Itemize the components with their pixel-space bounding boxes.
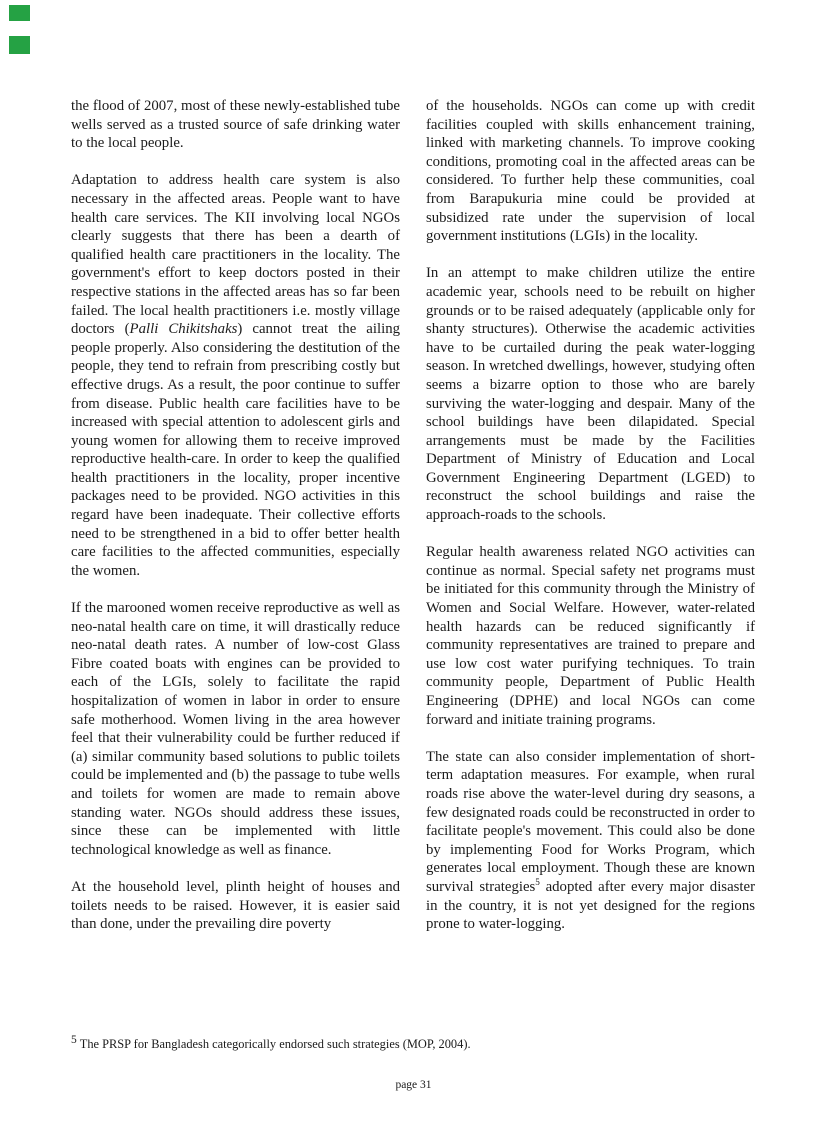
paragraph-text: Adaptation to address health care system is also necessary in the affected areas. People want to have health care services. The KII involving local NGOs clearly suggests that there has been a dearth of qualified health care practitioners in the locality. The government's effort to keep doctors posted in their respective stations in the affected areas has so far been failed. The local health practitioners i.e. mostly village doctors (	[71, 172, 400, 338]
paragraph-text: The state can also consider implementation of short-term adaptation measures. For example, when rural roads rise above the water-level during dry seasons, a few designated roads could be reconstructed in order to facilitate people's movement. This could also be done by implementing Food for Works Program, which generates local employment. Though these are known survival strategies	[426, 748, 755, 895]
footnote-reference: 5	[535, 877, 540, 888]
footnote-marker: 5	[71, 1033, 77, 1046]
left-column	[71, 97, 400, 934]
page-content	[71, 97, 755, 934]
footnote-text: The PRSP for Bangladesh categorically endorsed such strategies (MOP, 2004).	[79, 1037, 471, 1051]
scan-artifact-green-square-top	[9, 5, 30, 21]
paragraph-text: ) cannot treat the ailing people properly. Also considering the destitution of the people, they tend to refrain from prescribing costly but effective drugs. As a result, the poor continue to suffer from disease. Public health care facilities have to be increased with special attention to adolescent girls and young women for allowing them to receive improved reproductive health-care. In order to keep the qualified health practitioners in the locality, proper incentive packages need to be provided. NGO activities in this regard have been inadequate. Their collective efforts need to be strengthened in a bid to offer better health care facilities to the affected communities, especially the women.	[71, 321, 400, 579]
paragraph: At the household level, plinth height of houses and toilets needs to be raised. However, it is easier said than done, under the prevailing dire poverty	[71, 878, 400, 933]
paragraph: If the marooned women receive reproductive as well as neo-natal health care on time, it will drastically reduce neo-natal death rates. A number of low-cost Glass Fibre coated boats with engines can be provided to each of the LGIs, solely to facilitate the rapid hospitalization of women in labor in order to ensure safe motherhood. Women living in the area however feel that their vulnerability could be further reduced if (a) similar community based solutions to public toilets could be implemented and (b) the passage to tube wells and toilets for women are made to remain above standing water. NGOs should address these issues, since these can be implemented with little technological knowledge as well as finance.	[71, 600, 400, 858]
paragraph	[71, 171, 400, 580]
paragraph: Regular health awareness related NGO activities can continue as normal. Special safety net programs must be initiated for this community through the Ministry of Women and Social Welfare. However, water-related health hazards can be reduced significantly if community representatives are trained to prepare and use low cost water purifying techniques. To train community people, Department of Public Health Engineering (DPHE) and local NGOs can come forward and initiate training programs.	[426, 544, 755, 728]
footnote	[71, 1033, 755, 1052]
paragraph: In an attempt to make children utilize the entire academic year, schools need to be rebuilt on higher grounds or to be raised adequately (applicable only for shanty structures). Otherwise the academic activities have to be curtailed during the peak water-logging season. In wretched dwellings, however, studying often seems a bizarre option to those who are barely surviving the water-logging and despair. Many of the school buildings have been dilapidated. Special arrangements must be made by the Facilities Department of Ministry of Education and Local Government Engineering Department (LGED) to reconstruct the school buildings and raise the approach-roads to the schools.	[426, 265, 755, 524]
right-column	[426, 97, 755, 934]
paragraph: the flood of 2007, most of these newly-established tube wells served as a trusted source of safe drinking water to the local people.	[71, 98, 400, 152]
paragraph-text: adopted after every major disaster in the country, it is not yet designed for the regions prone to water-logging.	[426, 878, 756, 933]
italic-term: Palli Chikitshaks	[129, 321, 238, 338]
paragraph: of the households. NGOs can come up with credit facilities coupled with skills enhancement training, linked with marketing channels. To improve cooking conditions, promoting coal in the affected areas can be considered. To further help these communities, coal from Barapukuria mine could be provided at subsidized rate under the supervision of local government institutions (LGIs) in the locality.	[426, 98, 755, 245]
paragraph	[426, 748, 755, 934]
page-number: page 31	[395, 1079, 432, 1091]
scan-artifact-green-square-bottom	[9, 36, 30, 54]
